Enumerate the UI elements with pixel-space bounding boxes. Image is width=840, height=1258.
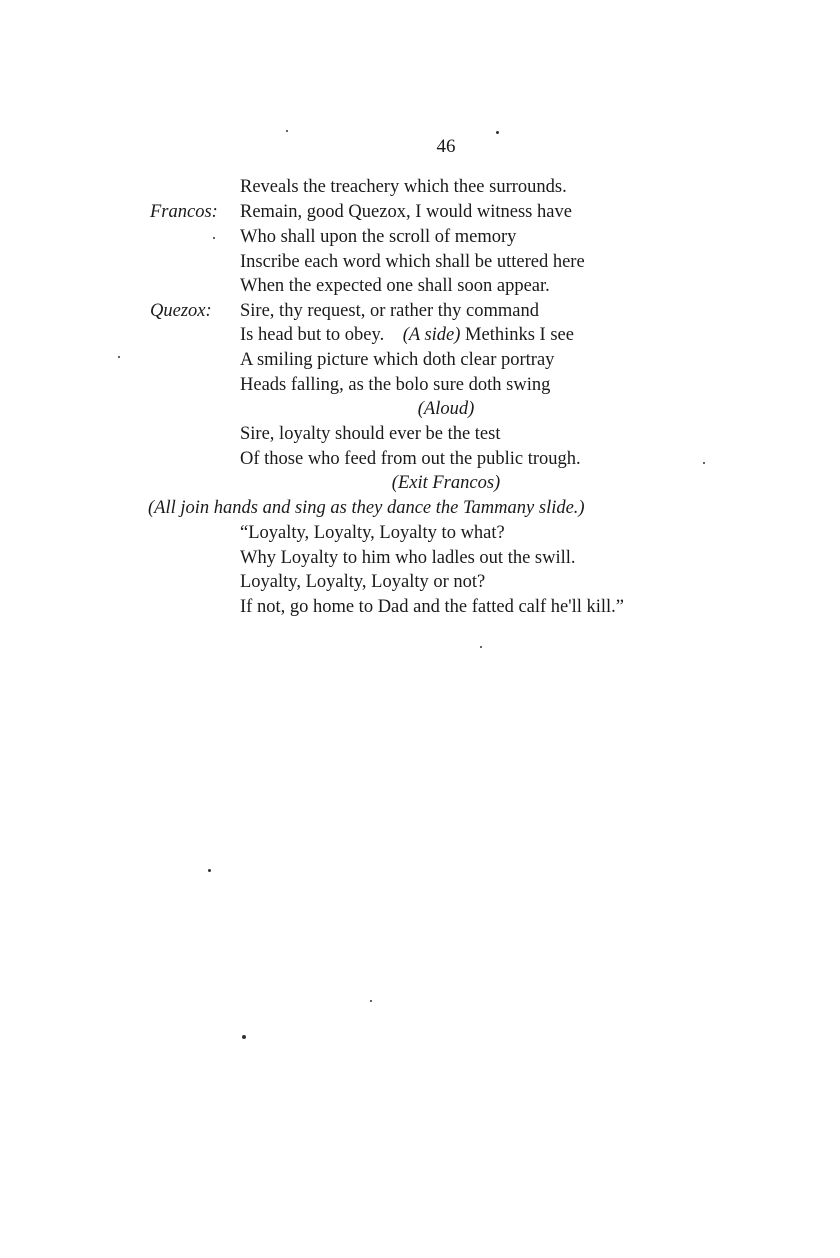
song-line: Why Loyalty to him who ladles out the swill. — [240, 548, 576, 568]
song-line: Loyalty, Loyalty, Loyalty or not? — [240, 572, 486, 592]
verse-line: Heads falling, as the bolo sure doth swing — [240, 375, 551, 395]
scan-speck — [480, 646, 482, 648]
verse-line: When the expected one shall soon appear. — [240, 276, 550, 296]
stage-direction-full: (All join hands and sing as they dance the Tammany slide.) — [148, 498, 585, 518]
verse-line: Who shall upon the scroll of memory — [240, 227, 517, 247]
verse-text: Methinks I see — [465, 325, 574, 345]
verse-line: Inscribe each word which shall be uttered here — [240, 252, 585, 272]
scan-speck — [496, 131, 499, 134]
stage-direction-aside: (A side) — [402, 325, 461, 345]
scan-speck — [370, 1000, 372, 1002]
song-line: “Loyalty, Loyalty, Loyalty to what? — [240, 523, 505, 543]
scan-speck — [118, 356, 120, 358]
stage-direction: (Exit Francos) — [391, 473, 501, 493]
scan-speck — [242, 1035, 246, 1039]
scan-speck — [208, 869, 211, 872]
verse-line: Remain, good Quezox, I would witness have — [240, 202, 572, 222]
speaker-label: Francos: — [150, 202, 218, 222]
verse-line: A smiling picture which doth clear portray — [240, 350, 555, 370]
verse-line — [240, 323, 574, 348]
scan-speck — [703, 462, 705, 464]
scan-speck — [213, 237, 215, 239]
speaker-label: Quezox: — [150, 301, 212, 321]
verse-line: Reveals the treachery which thee surrounds. — [240, 177, 567, 197]
scan-speck — [286, 130, 288, 132]
page-number: 46 — [436, 136, 456, 157]
verse-text: Is head but to obey. — [240, 325, 385, 345]
stage-direction: (Aloud) — [417, 399, 475, 419]
song-line: If not, go home to Dad and the fatted calf he'll kill.” — [240, 597, 625, 617]
verse-line: Of those who feed from out the public trough. — [240, 449, 581, 469]
verse-line: Sire, thy request, or rather thy command — [240, 301, 539, 321]
verse-line: Sire, loyalty should ever be the test — [240, 424, 501, 444]
